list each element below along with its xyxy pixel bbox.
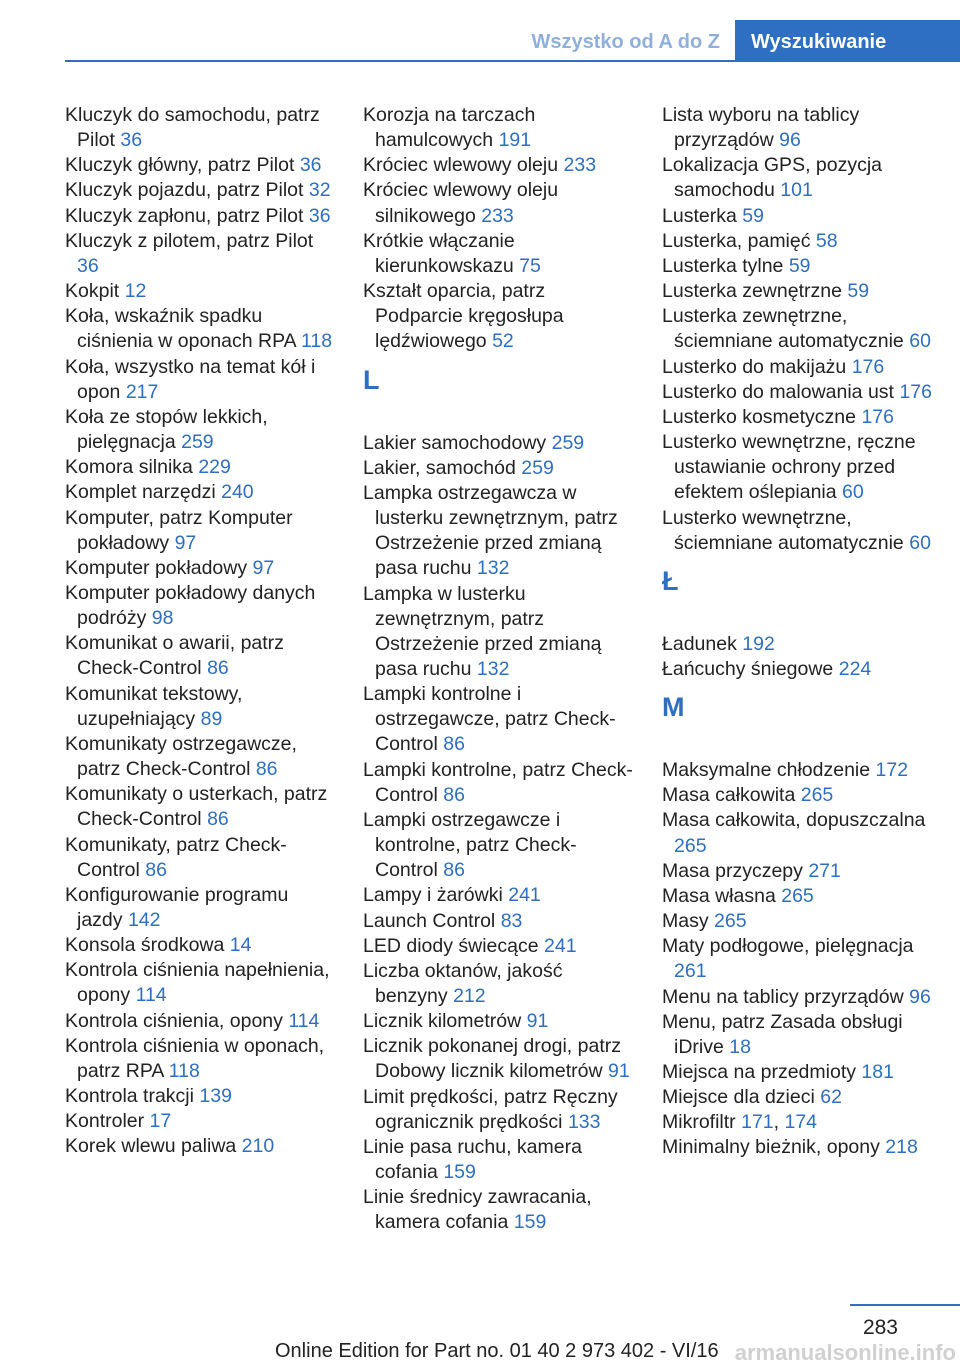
page-reference-link[interactable]: 271 bbox=[808, 859, 841, 882]
index-term: Korozja na tarczach hamulcowych bbox=[363, 104, 536, 152]
page-reference-link[interactable]: 86 bbox=[443, 733, 465, 756]
index-term: Miejsca na przedmioty bbox=[662, 1061, 856, 1083]
index-term: Lampka w lusterku zewnętrznym, patrz Ostrzeżenie przed zmianą pasa ruchu bbox=[363, 582, 602, 680]
index-term: Kluczyk pojazdu, patrz Pilot bbox=[65, 179, 304, 202]
index-term: Króciec wlewowy oleju bbox=[363, 154, 559, 177]
index-term: Lakier samochodowy bbox=[363, 431, 547, 454]
index-term: Miejsce dla dzieci bbox=[662, 1086, 815, 1109]
index-entry bbox=[65, 1134, 335, 1159]
index-entry bbox=[662, 153, 932, 203]
index-entry bbox=[662, 279, 932, 304]
index-entry bbox=[662, 657, 932, 682]
index-term: Komora silnika bbox=[65, 456, 193, 479]
page-reference-link[interactable]: 171 bbox=[741, 1111, 774, 1134]
index-entry bbox=[65, 178, 335, 203]
page-reference-link[interactable]: 17 bbox=[149, 1110, 172, 1133]
page-reference-link[interactable]: 86 bbox=[255, 758, 278, 781]
page-reference-link[interactable]: 91 bbox=[608, 1060, 630, 1083]
index-entry bbox=[662, 103, 932, 153]
page-reference-link[interactable]: 36 bbox=[308, 204, 331, 227]
section-tab-a-to-z[interactable]: Wszystko od A do Z bbox=[531, 31, 720, 53]
index-entry bbox=[65, 480, 335, 505]
index-entry bbox=[65, 883, 335, 933]
index-entry bbox=[363, 909, 633, 934]
page-reference-link[interactable]: 14 bbox=[229, 934, 252, 957]
index-entry bbox=[65, 455, 335, 480]
index-entry bbox=[363, 279, 633, 354]
index-entry bbox=[363, 178, 633, 228]
index-term: Lakier, samochód bbox=[363, 456, 516, 479]
index-entry bbox=[662, 808, 932, 858]
index-term: Łańcuchy śniegowe bbox=[662, 657, 834, 680]
page-reference-link[interactable]: 133 bbox=[567, 1110, 601, 1133]
page-reference-link[interactable]: 218 bbox=[885, 1136, 918, 1159]
index-entry bbox=[662, 985, 932, 1010]
index-entry bbox=[65, 405, 335, 455]
index-term: Komunikaty o usterkach, patrz Check-Control bbox=[65, 783, 328, 831]
index-term: Lusterka, pamięć bbox=[662, 229, 811, 252]
page-reference-link[interactable]: 32 bbox=[308, 179, 331, 202]
page-reference-link[interactable]: 233 bbox=[563, 154, 597, 177]
index-entry bbox=[65, 506, 335, 556]
index-entry bbox=[662, 758, 932, 783]
index-entry bbox=[65, 732, 335, 782]
page-reference-link[interactable]: 86 bbox=[443, 783, 465, 806]
index-term: Lampka ostrzegawcza w lusterku zewnętrznym, patrz Ostrzeżenie przed zmianą pasa ruchu bbox=[363, 481, 618, 580]
index-entry bbox=[363, 229, 633, 279]
index-letter-heading: L bbox=[363, 364, 380, 395]
index-entry bbox=[65, 1009, 335, 1034]
index-entry bbox=[662, 884, 932, 909]
index-term: Komunikat o awarii, patrz Check-Control bbox=[65, 632, 284, 680]
watermark: armanualsonline.info bbox=[734, 1340, 956, 1365]
page-reference-link[interactable]: 265 bbox=[781, 884, 814, 907]
page-reference-link[interactable]: 89 bbox=[200, 707, 223, 730]
page-reference-link[interactable]: 96 bbox=[909, 985, 931, 1008]
index-term: Masa przyczepy bbox=[662, 859, 803, 882]
index-column-2 bbox=[363, 103, 633, 1236]
page-reference-link[interactable]: 259 bbox=[181, 431, 214, 454]
index-entry bbox=[65, 1109, 335, 1134]
index-term: Komplet narzędzi bbox=[65, 481, 216, 504]
index-column-1 bbox=[65, 103, 335, 1160]
page-reference-link[interactable]: 60 bbox=[909, 330, 931, 353]
index-term: Licznik pokonanej drogi, patrz Dobowy licznik kilometrów bbox=[363, 1035, 621, 1083]
page-reference-link[interactable]: 12 bbox=[124, 280, 147, 303]
index-entry bbox=[65, 355, 335, 405]
index-term: Limit prędkości, patrz Ręczny ogranicznik prędkości bbox=[363, 1085, 618, 1133]
index-entry bbox=[65, 958, 335, 1008]
index-entry bbox=[363, 1185, 633, 1235]
index-entry bbox=[363, 808, 633, 883]
page-reference-link[interactable]: 159 bbox=[513, 1211, 547, 1234]
page-reference-link[interactable]: 52 bbox=[492, 330, 514, 353]
page-reference-link[interactable]: 142 bbox=[127, 909, 161, 931]
page-reference-link[interactable]: 36 bbox=[299, 154, 322, 177]
page-reference-link[interactable]: 217 bbox=[125, 380, 159, 403]
index-term: Kontroler bbox=[65, 1110, 145, 1133]
page-reference-link[interactable]: 176 bbox=[861, 405, 894, 428]
page-header bbox=[65, 0, 960, 62]
index-term: Liczba oktanów, jakość benzyny bbox=[363, 959, 563, 1007]
page-reference-link[interactable]: 265 bbox=[674, 834, 707, 857]
index-term: Kluczyk do samochodu, patrz Pilot bbox=[65, 104, 320, 152]
page-reference-link[interactable]: 59 bbox=[847, 280, 870, 303]
index-entry bbox=[662, 355, 932, 380]
index-term: Konfigurowanie programu jazdy bbox=[65, 883, 289, 931]
index-entry bbox=[65, 556, 335, 581]
index-term: LED diody świecące bbox=[363, 934, 539, 957]
index-entry bbox=[363, 1009, 633, 1034]
index-entry bbox=[363, 758, 633, 808]
index-term: Komputer pokładowy danych podróży bbox=[65, 581, 316, 630]
page-reference-link[interactable]: 233 bbox=[481, 204, 514, 227]
page-reference-link[interactable]: 114 bbox=[135, 984, 167, 1007]
index-term: Lampki kontrolne i ostrzegawcze, patrz Check-Control bbox=[363, 683, 616, 756]
index-entry bbox=[363, 934, 633, 959]
index-entry bbox=[662, 859, 932, 884]
index-term: Licznik kilometrów bbox=[363, 1010, 522, 1033]
index-term: Masy bbox=[662, 910, 709, 933]
index-term: Kluczyk z pilotem, patrz Pilot bbox=[65, 229, 314, 252]
header-rule bbox=[65, 60, 960, 62]
page-reference-link[interactable]: 229 bbox=[198, 456, 231, 479]
index-letter-heading: Ł bbox=[662, 565, 679, 596]
index-entry bbox=[662, 783, 932, 808]
page-reference-link[interactable]: 261 bbox=[674, 960, 707, 983]
index-entry bbox=[65, 229, 335, 279]
index-term: Linie średnicy zawracania, kamera cofania bbox=[363, 1186, 592, 1234]
index-term: Menu, patrz Zasada obsługi iDrive bbox=[662, 1010, 903, 1058]
index-entry bbox=[363, 153, 633, 178]
index-term: Maty podłogowe, pielęgnacja bbox=[662, 935, 914, 958]
index-entry bbox=[65, 204, 335, 229]
index-entry bbox=[65, 631, 335, 681]
index-term: Komunikat tekstowy, uzupełniający bbox=[65, 682, 243, 730]
page-reference-link[interactable]: 86 bbox=[207, 657, 229, 680]
page-reference-link[interactable]: 265 bbox=[800, 784, 834, 807]
index-entry bbox=[363, 103, 633, 153]
index-term: Ładunek bbox=[662, 632, 737, 655]
page-reference-link[interactable]: 259 bbox=[551, 431, 585, 454]
page-reference-link[interactable]: 132 bbox=[476, 657, 510, 680]
index-term: Komputer pokładowy bbox=[65, 556, 248, 579]
index-term: Lokalizacja GPS, pozycja samochodu bbox=[662, 154, 883, 202]
index-entry bbox=[363, 431, 633, 456]
index-entry bbox=[363, 582, 633, 683]
index-term: Komunikaty ostrzegawcze, patrz Check-Control bbox=[65, 732, 297, 781]
index-letter-heading: M bbox=[662, 692, 685, 723]
page-reference-link[interactable]: 118 bbox=[301, 330, 333, 353]
index-term: Konsola środkowa bbox=[65, 934, 225, 957]
index-entry bbox=[65, 581, 335, 631]
index-term: Lampy i żarówki bbox=[363, 884, 503, 907]
index-term: Lusterko wewnętrzne, ściemniane automatycznie bbox=[662, 506, 904, 554]
index-entry bbox=[65, 304, 335, 354]
index-term: Masa całkowita bbox=[662, 784, 796, 807]
page-reference-link[interactable]: 181 bbox=[861, 1061, 894, 1083]
index-term: Lusterka zewnętrzne bbox=[662, 280, 842, 303]
page-reference-link[interactable]: 91 bbox=[526, 1010, 549, 1033]
page-reference-link[interactable]: 60 bbox=[842, 481, 864, 504]
page-reference-link[interactable]: 59 bbox=[788, 254, 811, 277]
page-reference-link[interactable]: 265 bbox=[714, 910, 747, 933]
index-term: Maksymalne chłodzenie bbox=[662, 759, 871, 782]
index-term: Lusterko wewnętrzne, ręczne ustawianie ochrony przed efektem oślepiania bbox=[662, 431, 916, 504]
index-term: Kontrola ciśnienia w oponach, patrz RPA bbox=[65, 1034, 325, 1082]
page-reference-link[interactable]: 259 bbox=[521, 456, 554, 479]
index-term: Kluczyk zapłonu, patrz Pilot bbox=[65, 204, 304, 227]
page-reference-link[interactable]: 114 bbox=[288, 1009, 320, 1032]
index-term: Linie pasa ruchu, kamera cofania bbox=[363, 1135, 582, 1184]
page-reference-link[interactable]: 176 bbox=[899, 380, 932, 403]
index-entry bbox=[363, 883, 633, 908]
index-entry bbox=[662, 204, 932, 229]
index-term: Menu na tablicy przyrządów bbox=[662, 985, 904, 1008]
page-reference-link[interactable]: 118 bbox=[168, 1059, 200, 1082]
index-term: Lusterko kosmetyczne bbox=[662, 405, 857, 428]
index-term: Mikrofiltr bbox=[662, 1111, 736, 1134]
index-entry bbox=[65, 1034, 335, 1084]
index-entry bbox=[662, 430, 932, 505]
index-entry bbox=[65, 153, 335, 178]
index-term: Króciec wlewowy oleju silnikowego bbox=[363, 179, 559, 227]
index-term: Lusterka zewnętrzne, ściemniane automatycznie bbox=[662, 305, 904, 353]
index-entry bbox=[363, 1135, 633, 1185]
index-term: Lusterko do makijażu bbox=[662, 355, 847, 378]
index-entry bbox=[363, 1085, 633, 1135]
index-entry bbox=[363, 456, 633, 481]
index-entry bbox=[662, 506, 932, 556]
section-tab-search[interactable]: Wyszukiwanie bbox=[735, 20, 960, 62]
page-reference-link[interactable]: 60 bbox=[909, 531, 931, 554]
index-term: Koła, wskaźnik spadku ciśnienia w oponach RPA bbox=[65, 305, 296, 353]
index-entry bbox=[65, 103, 335, 153]
index-term: Kluczyk główny, patrz Pilot bbox=[65, 154, 295, 177]
index-entry bbox=[65, 933, 335, 958]
index-entry bbox=[65, 782, 335, 832]
index-entry bbox=[65, 682, 335, 732]
page-reference-link[interactable]: 36 bbox=[120, 129, 143, 152]
page-reference-link[interactable]: 98 bbox=[151, 607, 174, 630]
page-reference-link[interactable]: 210 bbox=[241, 1135, 275, 1158]
index-entry bbox=[662, 254, 932, 279]
page-reference-link[interactable]: 86 bbox=[443, 859, 465, 882]
index-term: Launch Control bbox=[363, 909, 496, 932]
index-term: Lusterka tylne bbox=[662, 254, 784, 277]
page-reference-link[interactable]: 62 bbox=[820, 1086, 842, 1109]
page-reference-link[interactable]: 86 bbox=[207, 808, 229, 831]
footer-rule bbox=[850, 1304, 960, 1306]
index-entry bbox=[662, 304, 932, 354]
page-reference-link[interactable]: 18 bbox=[729, 1035, 751, 1058]
page-reference-link[interactable]: 241 bbox=[544, 934, 577, 957]
index-term: Krótkie włączanie kierunkowskazu bbox=[363, 229, 515, 277]
page-reference-link[interactable]: 101 bbox=[780, 179, 813, 202]
page-reference-link[interactable]: 240 bbox=[221, 481, 254, 504]
index-term: Korek wlewu paliwa bbox=[65, 1135, 237, 1158]
index-term: Lusterko do malowania ust bbox=[662, 380, 894, 403]
page-reference-link[interactable]: 83 bbox=[500, 909, 523, 932]
index-term: Lampki kontrolne, patrz Check-Control bbox=[363, 758, 633, 806]
page-reference-link[interactable]: 212 bbox=[453, 985, 486, 1007]
index-entry bbox=[363, 682, 633, 757]
index-term: Kontrola ciśnienia napełnienia, opony bbox=[65, 959, 330, 1007]
page-reference-link[interactable]: 191 bbox=[498, 129, 532, 152]
page-reference-link[interactable]: 176 bbox=[851, 355, 885, 378]
index-term: Lista wyboru na tablicy przyrządów bbox=[662, 104, 860, 152]
index-entry bbox=[363, 959, 633, 1009]
index-term: Komunikaty, patrz Check-Control bbox=[65, 833, 287, 881]
page-reference-link[interactable]: 174 bbox=[784, 1111, 818, 1134]
page-reference-link[interactable]: 59 bbox=[742, 204, 764, 227]
index-term: Kształt oparcia, patrz Podparcie kręgosłupa lędźwiowego bbox=[363, 280, 564, 353]
index-term: Lusterka bbox=[662, 204, 737, 227]
index-entry bbox=[65, 1084, 335, 1109]
page-reference-link[interactable]: 172 bbox=[875, 759, 909, 782]
index-term: Masa całkowita, dopuszczalna bbox=[662, 809, 926, 832]
index-term: Koła, wszystko na temat kół i opon bbox=[65, 355, 316, 403]
index-term: Kokpit bbox=[65, 280, 120, 303]
page-reference-link[interactable]: 139 bbox=[199, 1085, 232, 1108]
index-entry bbox=[662, 1135, 932, 1160]
edition-footer: Online Edition for Part no. 01 40 2 973 402 - VI/16 bbox=[275, 1340, 719, 1362]
page-reference-link[interactable]: 86 bbox=[145, 858, 167, 881]
index-term: Masa własna bbox=[662, 884, 776, 907]
page-number: 283 bbox=[862, 1316, 898, 1339]
index-term: Komputer, patrz Komputer pokładowy bbox=[65, 506, 293, 554]
page-reference-link[interactable]: 132 bbox=[476, 557, 510, 580]
index-entry bbox=[363, 1034, 633, 1084]
index-entry bbox=[662, 934, 932, 984]
index-entry bbox=[662, 632, 932, 657]
page-reference-link[interactable]: 192 bbox=[742, 632, 775, 655]
index-entry bbox=[363, 481, 633, 582]
page-reference-link[interactable]: 159 bbox=[443, 1161, 476, 1184]
index-entry bbox=[662, 909, 932, 934]
page-reference-link[interactable]: 36 bbox=[77, 254, 99, 277]
page-reference-link[interactable]: 241 bbox=[508, 884, 541, 907]
page-reference-link[interactable]: 97 bbox=[174, 531, 197, 554]
index-entry: Mikrofiltr 171, 174 bbox=[662, 1111, 818, 1134]
index-entry bbox=[65, 279, 335, 304]
index-entry bbox=[662, 1010, 932, 1060]
page-reference-link[interactable]: 97 bbox=[252, 556, 275, 579]
page-reference-link[interactable]: 58 bbox=[815, 229, 838, 252]
index-entry bbox=[662, 380, 932, 405]
index-term: Lampki ostrzegawcze i kontrolne, patrz Check-Control bbox=[363, 808, 577, 882]
index-term: Minimalny bieżnik, opony bbox=[662, 1136, 880, 1159]
index-entry bbox=[65, 833, 335, 883]
index-term: Kontrola trakcji bbox=[65, 1085, 194, 1108]
index-entry bbox=[662, 1085, 932, 1110]
index-entry bbox=[662, 405, 932, 430]
page-reference-link[interactable]: 96 bbox=[779, 129, 801, 152]
index-entry bbox=[662, 1060, 932, 1085]
index-term: Koła ze stopów lekkich, pielęgnacja bbox=[65, 405, 268, 454]
page-reference-link[interactable]: 75 bbox=[519, 254, 541, 277]
index-entry bbox=[662, 229, 932, 254]
index-column-3 bbox=[662, 103, 932, 1161]
page-reference-link[interactable]: 224 bbox=[838, 657, 872, 680]
index-term: Kontrola ciśnienia, opony bbox=[65, 1009, 283, 1032]
